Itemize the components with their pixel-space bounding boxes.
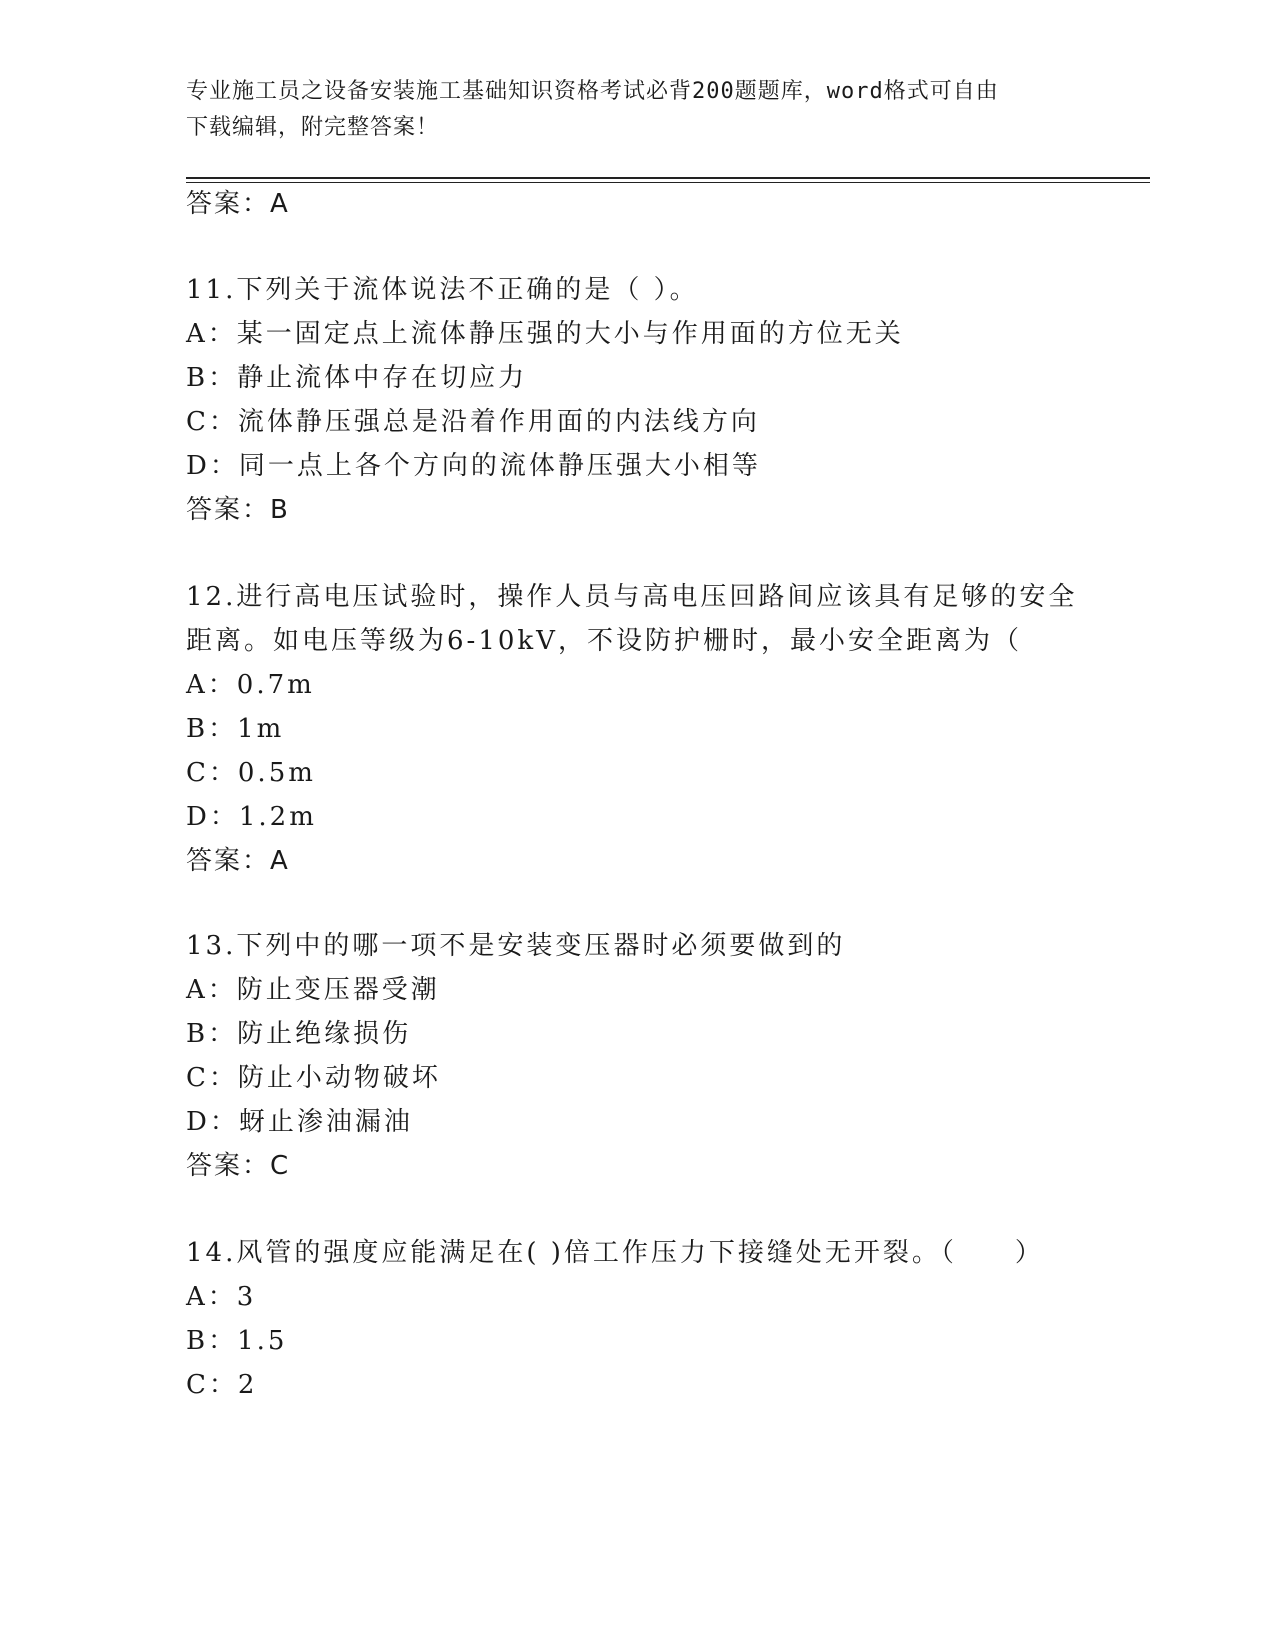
question-11-option-b: B：静止流体中存在切应力 — [186, 363, 528, 393]
question-12-answer: 答案：A — [186, 846, 290, 876]
question-12-stem-line-2: 距离。如电压等级为6-10kV，不设防护栅时，最小安全距离为（ — [186, 626, 1022, 656]
question-12-option-a: A：0.7m — [186, 670, 315, 700]
question-13-answer: 答案：C — [186, 1151, 291, 1181]
question-13-option-d: D：蚜止渗油漏油 — [186, 1107, 413, 1137]
header-rule-thin — [186, 182, 1150, 183]
question-11-option-a: A：某一固定点上流体静压强的大小与作用面的方位无关 — [186, 319, 904, 349]
question-11-answer: 答案：B — [186, 495, 290, 525]
answer-prev: 答案：A — [186, 189, 290, 219]
header-rule-thick — [186, 177, 1150, 179]
question-13-option-c: C：防止小动物破坏 — [186, 1063, 441, 1093]
question-13-option-b: B：防止绝缘损伤 — [186, 1019, 412, 1049]
question-12-option-b: B：1m — [186, 714, 285, 744]
question-12-stem-line-1: 12.进行高电压试验时，操作人员与高电压回路间应该具有足够的安全 — [186, 582, 1078, 612]
question-14-option-a: A：3 — [186, 1282, 257, 1312]
document-header — [186, 74, 1086, 146]
question-11-option-d: D：同一点上各个方向的流体静压强大小相等 — [186, 451, 761, 481]
question-14-option-c: C：2 — [186, 1370, 258, 1400]
header-line-1: 专业施工员之设备安装施工基础知识资格考试必背200题题库，word格式可自由 — [186, 79, 999, 104]
question-12-option-c: C：0.5m — [186, 758, 316, 788]
question-13-stem: 13.下列中的哪一项不是安装变压器时必须要做到的 — [186, 931, 846, 961]
question-14-stem: 14.风管的强度应能满足在( )倍工作压力下接缝处无开裂。（ ） — [186, 1238, 1044, 1268]
question-13-option-a: A：防止变压器受潮 — [186, 975, 440, 1005]
question-12-option-d: D：1.2m — [186, 802, 317, 832]
question-11-option-c: C：流体静压强总是沿着作用面的内法线方向 — [186, 407, 760, 437]
header-line-2: 下载编辑，附完整答案！ — [186, 115, 440, 140]
question-11-stem: 11.下列关于流体说法不正确的是（ ）。 — [186, 275, 699, 305]
question-14-option-b: B：1.5 — [186, 1326, 288, 1356]
